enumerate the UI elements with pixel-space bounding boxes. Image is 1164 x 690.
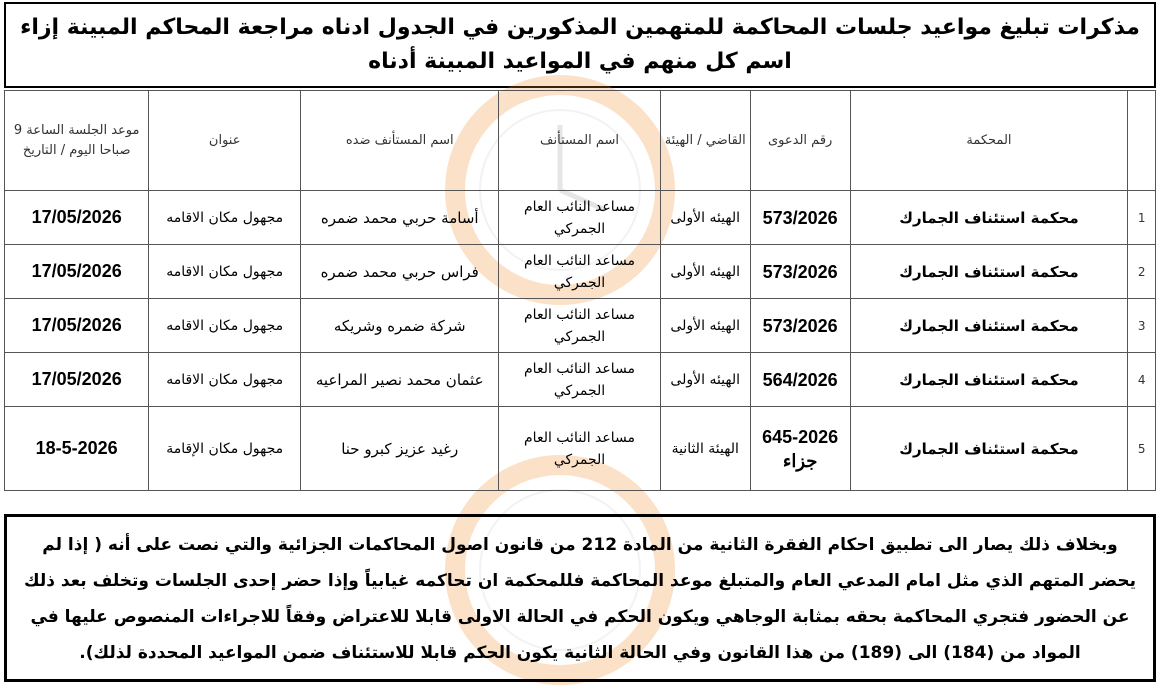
session-date-cell: 17/05/2026 <box>5 191 149 245</box>
case-number-cell: 564/2026 <box>750 353 850 407</box>
row-number: 3 <box>1128 299 1156 353</box>
address-cell: مجهول مكان الاقامه <box>149 245 301 299</box>
court-cell: محكمة استئناف الجمارك <box>850 245 1128 299</box>
table-row <box>5 245 1156 299</box>
address-cell: مجهول مكان الاقامه <box>149 191 301 245</box>
court-cell: محكمة استئناف الجمارك <box>850 299 1128 353</box>
respondent-cell: شركة ضمره وشريكه <box>301 299 499 353</box>
respondent-cell: أسامة حربي محمد ضمره <box>301 191 499 245</box>
judge-panel-cell: الهيئه الأولى <box>660 245 750 299</box>
appellant-cell: مساعد النائب العام الجمركي <box>499 407 660 491</box>
court-cell: محكمة استئناف الجمارك <box>850 191 1128 245</box>
address-cell: مجهول مكان الاقامه <box>149 299 301 353</box>
header-judge-panel: القاضي / الهيئة <box>660 91 750 191</box>
case-number-cell: 573/2026 <box>750 245 850 299</box>
header-session-date: موعد الجلسة الساعة 9 صباحا اليوم / التاريخ <box>5 91 149 191</box>
address-cell: مجهول مكان الإقامة <box>149 407 301 491</box>
respondent-cell: رغيد عزيز كبرو حنا <box>301 407 499 491</box>
respondent-cell: عثمان محمد نصير المراعيه <box>301 353 499 407</box>
header-appellant: اسم المستأنف <box>499 91 660 191</box>
court-cell: محكمة استئناف الجمارك <box>850 353 1128 407</box>
session-date-cell: 18-5-2026 <box>5 407 149 491</box>
judge-panel-cell: الهيئه الأولى <box>660 191 750 245</box>
header-respondent: اسم المستأنف ضده <box>301 91 499 191</box>
case-number-cell: 573/2026 <box>750 191 850 245</box>
session-date-cell: 17/05/2026 <box>5 299 149 353</box>
row-number: 1 <box>1128 191 1156 245</box>
appellant-cell: مساعد النائب العام الجمركي <box>499 299 660 353</box>
session-date-cell: 17/05/2026 <box>5 245 149 299</box>
case-number-cell: 573/2026 <box>750 299 850 353</box>
page-title: مذكرات تبليغ مواعيد جلسات المحاكمة للمتهمين المذكورين في الجدول ادناه مراجعة المحاكم المبينة إزاء اسم كل منهم في المواعيد المبينة أدناه <box>20 15 1140 74</box>
session-date-cell: 17/05/2026 <box>5 353 149 407</box>
address-cell: مجهول مكان الاقامه <box>149 353 301 407</box>
header-number <box>1128 91 1156 191</box>
row-number: 4 <box>1128 353 1156 407</box>
appellant-cell: مساعد النائب العام الجمركي <box>499 191 660 245</box>
table-header-row <box>5 91 1156 191</box>
row-number: 5 <box>1128 407 1156 491</box>
table-row <box>5 299 1156 353</box>
header-address: عنوان <box>149 91 301 191</box>
appellant-cell: مساعد النائب العام الجمركي <box>499 245 660 299</box>
judge-panel-cell: الهيئه الأولى <box>660 299 750 353</box>
respondent-cell: فراس حربي محمد ضمره <box>301 245 499 299</box>
header-court: المحكمة <box>850 91 1128 191</box>
court-cell: محكمة استئناف الجمارك <box>850 407 1128 491</box>
table-row <box>5 407 1156 491</box>
header-case-number: رقم الدعوى <box>750 91 850 191</box>
case-number-cell: 645-2026 جزاء <box>750 407 850 491</box>
table-row <box>5 353 1156 407</box>
judge-panel-cell: الهيئة الثانية <box>660 407 750 491</box>
table-row <box>5 191 1156 245</box>
row-number: 2 <box>1128 245 1156 299</box>
title-box <box>4 2 1156 88</box>
judge-panel-cell: الهيئه الأولى <box>660 353 750 407</box>
sessions-table <box>4 90 1156 491</box>
legal-notice: وبخلاف ذلك يصار الى تطبيق احكام الفقرة الثانية من المادة 212 من قانون اصول المحاكمات الجزائية والتي نصت على أنه ( إذا لم يحضر المتهم الذي مثل امام المدعي العام والمتبلغ موعد المحاكمة فللمحكمة ان تحاكمه غيابياً وإذا حضر إحدى الجلسات وتخلف بعد ذلك عن الحضور فتجري المحاكمة بحقه بمثابة الوجاهي ويكون الحكم في الحالة الاولى قابلا للاعتراض وفقاً للاجراءات المنصوص عليها في المواد من (184) الى (189) من هذا القانون وفي الحالة الثانية يكون الحكم قابلا للاستئناف ضمن المواعيد المحددة لذلك). <box>4 514 1156 682</box>
appellant-cell: مساعد النائب العام الجمركي <box>499 353 660 407</box>
